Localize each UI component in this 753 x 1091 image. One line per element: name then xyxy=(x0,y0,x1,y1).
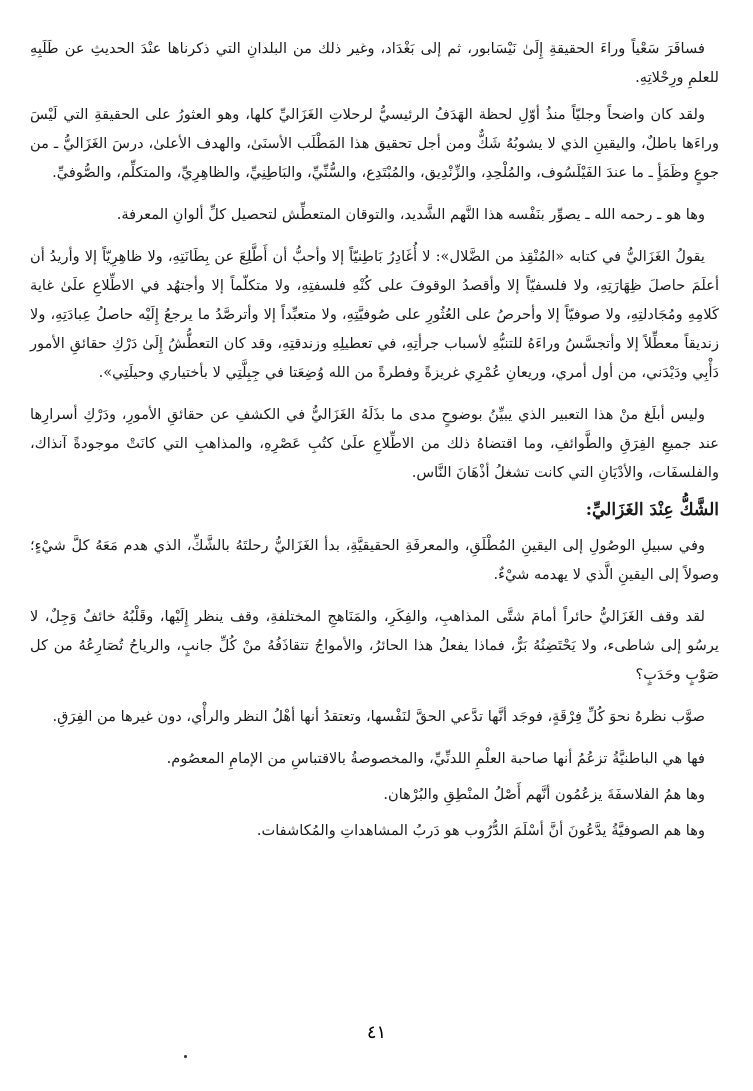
list-item: فها هي الباطنيَّةُ تزعُمُ أنها صاحبة العلْمِ اللدنِّيِّ، والمخصوصةُ بالاقتباسِ من الإمامِ المعصُوم. xyxy=(166,750,705,767)
paragraph-quote: يقولُ الغَزَاليُّ في كتابه «المُنْقِذ من الضَّلال»: لا أُغَادِرُ بَاطِنيّاً إلا وأحبُّ أن أَطَّلِعَ عن بِطَانَتِهِ، ولا ظاهِرِيّاً إلا وأريدُ أن أعلَمَ حاصلَ ظِهَارَتِهِ، ولا فلسفيّاً إلا وأقصدُ الوقوفَ على كُنْهِ فلسفتِهِ، ولا متكلّماً إلا وأجتهُد في الاطِّلاعِ علَىٰ غاية كَلامِهِ ومُجَادلتِهِ، ولا صوفيّاً إلا وأحرصُ على العُثُورِ على صُوفيَّتِهِ، ولا متعبِّداً إلا وأترصَّدُ ما يرجعُ إِلَيْه حاصلُ عِبادَتِهِ، ولا زنديقاً معطِّلاً إلا وأتجسَّسُ وراءَهُ للتنبُّهِ لأسباب جرأتِهِ، في تعطيلِهِ وزندقتِهِ، وقد كان التعطُّشُ إِلَىٰ دَرْكِ حقائقِ الأمور دَأْبِي ودَيْدَني، من أول أمري، وريعانِ عُمْرِي غريزةً وفطرةً من الله وُضِعَتا في جِبِلَّتِي لا بأختياري وحيلَتِي». xyxy=(30,248,719,381)
paragraph-doubt: وفي سبيلِ الوصُولِ إلى اليقينِ المُطْلَقِ، والمعرفَةِ الحقيقيَّةِ، بدأ الغَزَاليُّ رحلتَهُ بالشَّكِّ، الذي هدم مَعَهُ كلَّ شيْءٍ؛ وصولاً إلى اليقينِ الَّذي لا يهدمه شيْءٌ. xyxy=(30,537,719,583)
paragraph-goal: ولقد كان واضحاً وجليّاً منذُ أوّلِ لحظة الهَدَفُ الرئيسيُّ لرحلاتِ الغَزَاليِّ كلها، وهو العثورُ على الحقيقةِ التي لَيْسَ وراءَها باطلٌ، واليقينِ الذي لا يشوبُهُ شَكٌّ ومن أجل تحقيق هذا المَطْلَب الأسنَىٰ، والهدف الأعلىٰ، درسَ الغَزَاليُّ ـ من جوعٍ وظَمَأٍ ـ ما عندَ الفَيْلَسُوف، والمُلْحِدِ، والزِّنْدِيق، والمُبْتَدِع، والسُّنِّيِّ، والبَاطِنِيِّ، والظاهِرِيِّ، والمتكلِّم، والصُّوفيِّ. xyxy=(30,106,719,181)
paragraph-expression: وليس أبلَغ منْ هذا التعبير الذي يبيِّنُ بوضوحٍ مدى ما بذَلَهُ الغَزَاليُّ في الكشفِ عن حقائقِ الأمورِ، ودَرْكِ أسرارِها عند جميعِ الفِرَقِ والطَّوائفِ، وما اقتضاهُ ذلك من الاطِّلاعِ علَىٰ كتُبِ عَصْرِهِ، والمذاهبِ التي كانَتْ موجودةً آنذاك، والفلسفَات، والأدْيَانِ التي كانت تشغلُ أذْهَانَ النَّاس. xyxy=(30,406,719,481)
scan-dot xyxy=(184,1055,187,1058)
list-item: وها هم الصوفيَّةُ يدَّعُونَ أنَّ أسْلَمَ الدُّرُوب هو دَربُ المشاهداتِ والمُكاشفات. xyxy=(256,822,705,839)
paragraph-confusion: لقد وقف الغَزَاليُّ حائراً أمامَ شتَّى المذاهبِ، والفِكَرِ، والمَنَاهجِ المختلفةِ، وقف ينظر إِلَيْها، وقَلْبُهُ خائفٌ وَجِلٌ، لا يرسُو إلى شاطىء، ولا يَحْتَضِنُهُ بَرٌّ، فماذا يفعلُ هذا الحائرُ، والأمواجُ تتقاذَفُهُ منْ كُلِّ جانبٍ، والرياحُ تُصَارِعُهُ من كل صَوْبٍ وحَدَبٍ؟ xyxy=(30,608,719,683)
list-item: وها همُ الفلاسفَةَ يزعُمُون أنَّهم أَصْلُ المنْطِقِ والبُرْهان. xyxy=(383,786,705,803)
page-number: ٤١ xyxy=(366,1022,387,1043)
paragraph-travel: فسافَرَ سَعْياً وراءَ الحقيقةِ إِلَىٰ نَيْسَابور، ثم إلى بَغْدَاد، وغير ذلك من البلدانِ التي ذكرناها عنْدَ الحديثِ عن طَلَبِهِ للعلمِ ورِحْلاتِهِ. xyxy=(30,40,719,86)
paragraph-thirst: وها هو ـ رحمه الله ـ يصوِّر بنَفْسه هذا النَّهم الشَّديد، والتوقان المتعطِّش لتحصيل كلِّ ألوانِ المعرفة. xyxy=(116,206,705,223)
section-heading: الشَّكُّ عِنْدَ الغَزَاليِّ: xyxy=(585,500,719,520)
paragraph-sects: صوَّب نظرهُ نحوَ كُلِّ فِرْقَةٍ، فوجَد أنَّها تدَّعي الحقَّ لنَفْسها، وتعتقدُ أنها أهْلُ النظر والرأْي، دون غيرها من الفِرَقِ. xyxy=(52,708,705,725)
